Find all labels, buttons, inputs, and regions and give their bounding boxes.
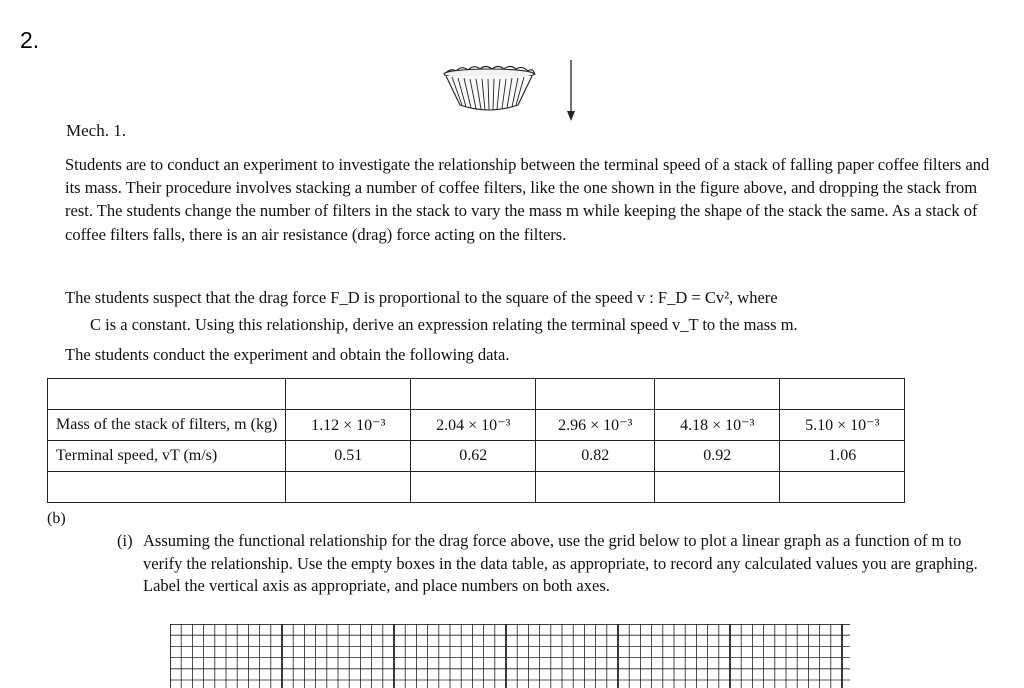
part-b-i-label: (i)	[117, 531, 133, 550]
conduct-text: The students conduct the experiment and obtain the following data.	[65, 345, 510, 364]
table-row-blank-top	[48, 379, 905, 410]
table-row-speed	[48, 441, 905, 472]
mass-value: 5.10 × 10⁻³	[780, 410, 905, 441]
blank-cell[interactable]	[48, 472, 286, 503]
mech-label: Mech. 1.	[66, 121, 126, 140]
coffee-filter-figure	[438, 55, 578, 125]
part-a-line2: C is a constant. Using this relationship, derive an expression relating the terminal speed v_T to the mass m.	[90, 315, 798, 334]
speed-value: 0.82	[536, 441, 655, 472]
blank-cell[interactable]	[48, 379, 286, 410]
blank-cell[interactable]	[780, 379, 905, 410]
blank-cell[interactable]	[655, 379, 780, 410]
arrow-down-icon	[567, 60, 575, 121]
blank-cell[interactable]	[286, 472, 411, 503]
blank-cell[interactable]	[780, 472, 905, 503]
blank-cell[interactable]	[536, 379, 655, 410]
blank-cell[interactable]	[655, 472, 780, 503]
coffee-filter-icon	[444, 67, 535, 111]
mass-value: 4.18 × 10⁻³	[655, 410, 780, 441]
part-a-line1: The students suspect that the drag force F_D is proportional to the square of the speed v : F_D = Cv², where	[65, 288, 778, 307]
speed-value: 1.06	[780, 441, 905, 472]
intro-paragraph: Students are to conduct an experiment to investigate the relationship between the terminal speed of a stack of falling paper coffee filters and its mass. Their procedure involves stacking a number of coffee filters, like the one shown in the figure above, and dropping the stack from rest. The students change the number of filters in the stack to vary the mass m while keeping the shape of the stack the same. As a stack of coffee filters falls, there is an air resistance (drag) force acting on the filters.	[65, 155, 990, 244]
part-b-label: (b)	[47, 510, 66, 527]
speed-value: 0.62	[411, 441, 536, 472]
blank-cell[interactable]	[286, 379, 411, 410]
speed-value: 0.51	[286, 441, 411, 472]
question-number: 2.	[20, 27, 40, 53]
blank-cell[interactable]	[411, 472, 536, 503]
part-a	[65, 284, 985, 338]
speed-row-label: Terminal speed, vT (m/s)	[48, 441, 286, 472]
graph-grid[interactable]	[170, 624, 850, 688]
mass-value: 2.96 × 10⁻³	[536, 410, 655, 441]
blank-cell[interactable]	[411, 379, 536, 410]
part-b-i	[117, 530, 987, 598]
table-row-mass	[48, 410, 905, 441]
mass-value: 2.04 × 10⁻³	[411, 410, 536, 441]
blank-cell[interactable]	[536, 472, 655, 503]
mass-value: 1.12 × 10⁻³	[286, 410, 411, 441]
mass-row-label: Mass of the stack of filters, m (kg)	[48, 410, 286, 441]
data-table	[47, 378, 905, 503]
table-row-blank-bottom	[48, 472, 905, 503]
part-b-i-text: Assuming the functional relationship for the drag force above, use the grid below to plot a linear graph as a function of m to verify the relationship. Use the empty boxes in the data table, as appropriate, to record any calculated values you are graphing. Label the vertical axis as appropriate, and place numbers on both axes.	[143, 531, 978, 595]
speed-value: 0.92	[655, 441, 780, 472]
